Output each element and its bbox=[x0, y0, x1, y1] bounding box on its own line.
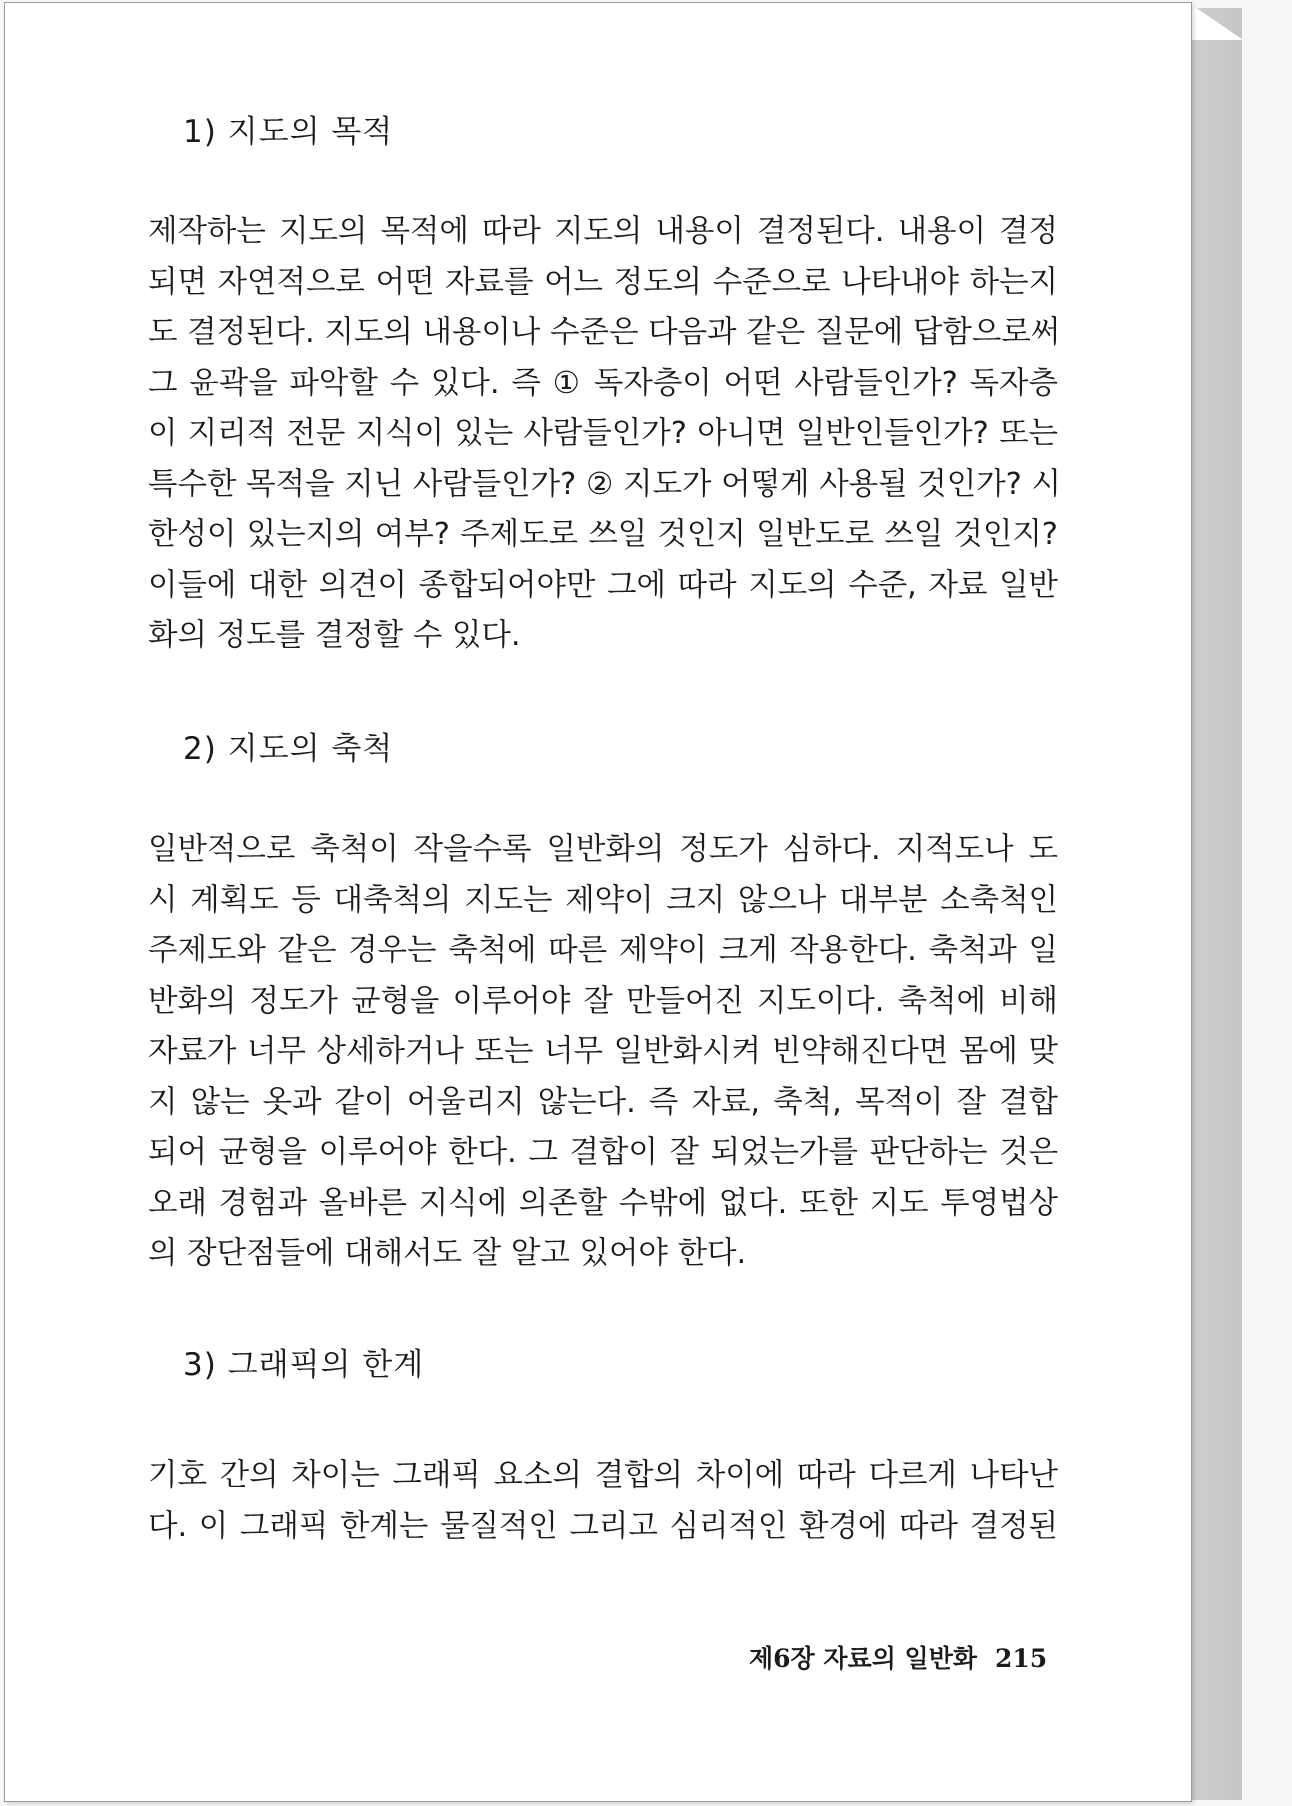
book-page bbox=[4, 2, 1192, 1802]
text-line: 이들에 대한 의견이 종합되어야만 그에 따라 지도의 수준, 자료 일반 bbox=[148, 567, 1058, 603]
text-line: 자료가 너무 상세하거나 또는 너무 일반화시켜 빈약해진다면 몸에 맞 bbox=[148, 1034, 1058, 1069]
text-line: 지 않는 옷과 같이 어울리지 않는다. 즉 자료, 축척, 목적이 잘 결합 bbox=[148, 1084, 1058, 1120]
paragraph-scale bbox=[148, 825, 1058, 1280]
page-footer bbox=[749, 1639, 1047, 1675]
text-line: 그 윤곽을 파악할 수 있다. 즉 ① 독자층이 어떤 사람들인가? 독자층 bbox=[148, 365, 1058, 401]
paragraph-graphic-limits bbox=[148, 1451, 1058, 1552]
text-line: 되면 자연적으로 어떤 자료를 어느 정도의 수준으로 나타내야 하는지 bbox=[148, 264, 1058, 300]
text-line: 화의 정도를 결정할 수 있다. bbox=[148, 618, 521, 653]
text-line: 오래 경험과 올바른 지식에 의존할 수밖에 없다. 또한 지도 투영법상 bbox=[148, 1185, 1058, 1221]
text-line: 도 결정된다. 지도의 내용이나 수준은 다음과 같은 질문에 답함으로써 bbox=[148, 315, 1061, 350]
text-line: 주제도와 같은 경우는 축척에 따른 제약이 크게 작용한다. 축척과 일 bbox=[148, 933, 1058, 968]
text-line: 반화의 정도가 균형을 이루어야 잘 만들어진 지도이다. 축척에 비해 bbox=[148, 983, 1058, 1019]
text-line: 다. 이 그래픽 한계는 물질적인 그리고 심리적인 환경에 따라 결정된 bbox=[148, 1508, 1058, 1544]
paragraph-purpose bbox=[148, 207, 1062, 662]
page-number: 215 bbox=[995, 1644, 1048, 1673]
text-line: 이 지리적 전문 지식이 있는 사람들인가? 아니면 일반인들인가? 또는 bbox=[148, 416, 1058, 451]
section-heading-purpose: 1) 지도의 목적 bbox=[183, 114, 394, 150]
text-line: 한성이 있는지의 여부? 주제도로 쓰일 것인지 일반도로 쓰일 것인지? bbox=[148, 517, 1058, 552]
chapter-title: 제6장 자료의 일반화 bbox=[749, 1644, 978, 1673]
text-line: 되어 균형을 이루어야 한다. 그 결합이 잘 되었는가를 판단하는 것은 bbox=[148, 1135, 1058, 1170]
text-line: 특수한 목적을 지닌 사람들인가? ② 지도가 어떻게 사용될 것인가? 시 bbox=[148, 466, 1062, 502]
section-heading-scale: 2) 지도의 축척 bbox=[183, 731, 394, 767]
text-line: 기호 간의 차이는 그래픽 요소의 결합의 차이에 따라 다르게 나타난 bbox=[148, 1458, 1058, 1493]
section-heading-graphic-limits: 3) 그래픽의 한계 bbox=[183, 1347, 425, 1383]
text-line: 의 장단점들에 대해서도 잘 알고 있어야 한다. bbox=[148, 1236, 747, 1271]
text-line: 제작하는 지도의 목적에 따라 지도의 내용이 결정된다. 내용이 결정 bbox=[148, 214, 1058, 249]
text-line: 시 계획도 등 대축척의 지도는 제약이 크지 않으나 대부분 소축척인 bbox=[148, 882, 1058, 918]
text-line: 일반적으로 축척이 작을수록 일반화의 정도가 심하다. 지적도나 도 bbox=[148, 832, 1058, 867]
